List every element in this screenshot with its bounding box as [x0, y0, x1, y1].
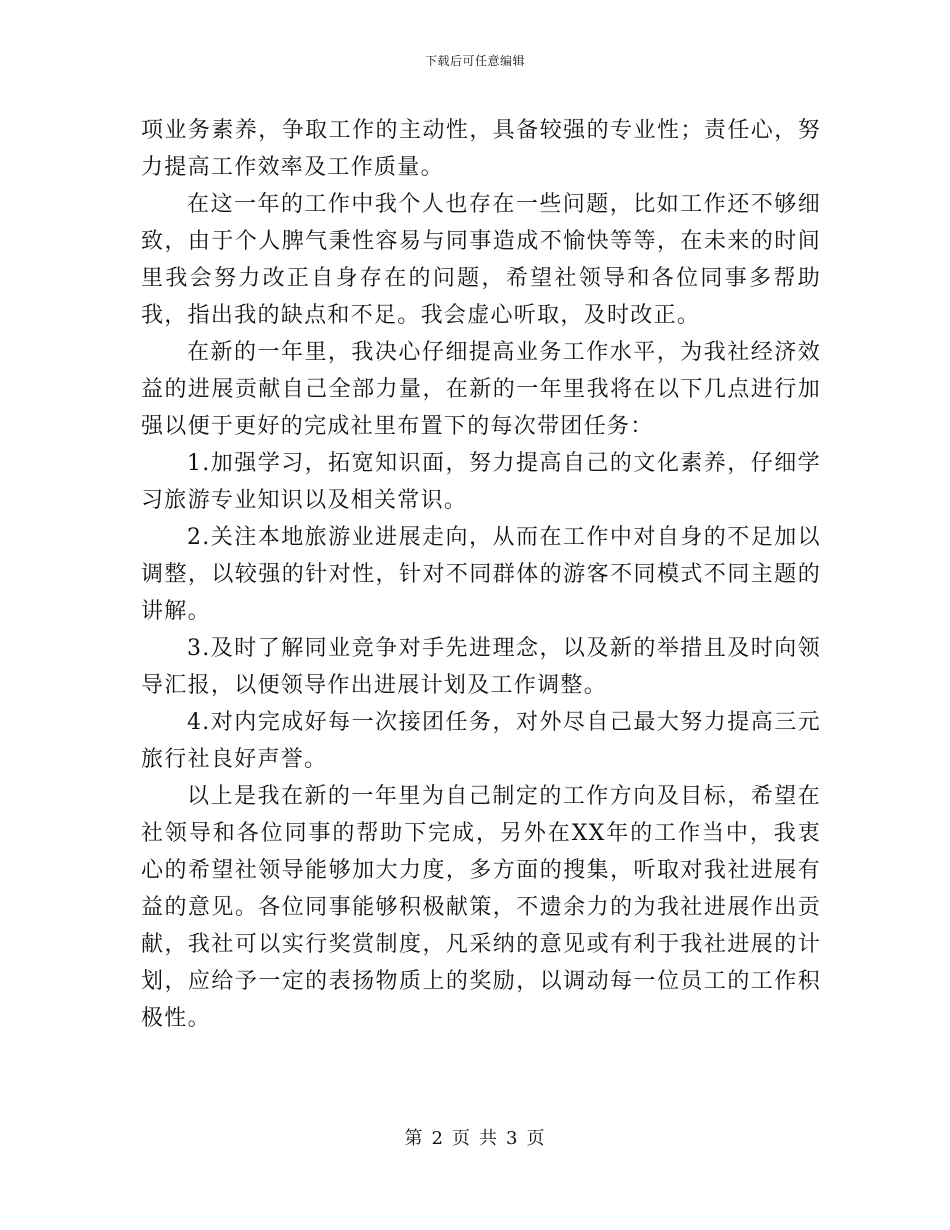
page-header — [0, 52, 950, 69]
paragraph-conclusion: 以上是我在新的一年里为自己制定的工作方向及目标，希望在社领导和各位同事的帮助下完成，另外在XX年的工作当中，我衷心的希望社领导能够加大力度，多方面的搜集，听取对我社进展有益的意见。各位同事能够积极献策，不遗余力的为我社进展作出贡献，我社可以实行奖赏制度，凡采纳的意见或有利于我社进展的计划，应给予一定的表扬物质上的奖励，以调动每一位员工的工作积极性。 — [141, 784, 821, 1031]
list-item-2: 2.关注本地旅游业进展走向，从而在工作中对自身的不足加以调整，以较强的针对性，针对不同群体的游客不同模式不同主题的讲解。 — [141, 525, 821, 624]
paragraph-problems: 在这一年的工作中我个人也存在一些问题，比如工作还不够细致，由于个人脾气秉性容易与同事造成不愉快等等，在未来的时间里我会努力改正自身存在的问题，希望社领导和各位同事多帮助我，指出我的缺点和不足。我会虚心听取，及时改正。 — [141, 192, 821, 328]
list-item-4: 4.对内完成好每一次接团任务，对外尽自己最大努力提高三元旅行社良好声誉。 — [141, 710, 821, 772]
page-footer — [0, 1124, 950, 1150]
current-page-number: 2 — [431, 1128, 444, 1149]
total-page-number: 3 — [506, 1128, 519, 1149]
document-body — [141, 112, 821, 1037]
list-item-1: 1.加强学习，拓宽知识面，努力提高自己的文化素养，仔细学习旅游专业知识以及相关常识。 — [141, 451, 821, 513]
footer-suffix: 页 — [526, 1128, 546, 1149]
footer-total-label: 共 — [479, 1128, 498, 1149]
paragraph-continuation: 项业务素养，争取工作的主动性，具备较强的专业性；责任心，努力提高工作效率及工作质量。 — [141, 118, 821, 180]
footer-page-label: 页 — [452, 1128, 471, 1149]
paragraph-new-year-plan: 在新的一年里，我决心仔细提高业务工作水平，为我社经济效益的进展贡献自己全部力量，在新的一年里我将在以下几点进行加强以便于更好的完成社里布置下的每次带团任务： — [141, 340, 821, 439]
footer-prefix: 第 — [404, 1128, 424, 1149]
header-note: 下载后可任意编辑 — [424, 54, 525, 68]
list-item-3: 3.及时了解同业竞争对手先进理念，以及新的举措且及时向领导汇报，以便领导作出进展计划及工作调整。 — [141, 636, 821, 698]
